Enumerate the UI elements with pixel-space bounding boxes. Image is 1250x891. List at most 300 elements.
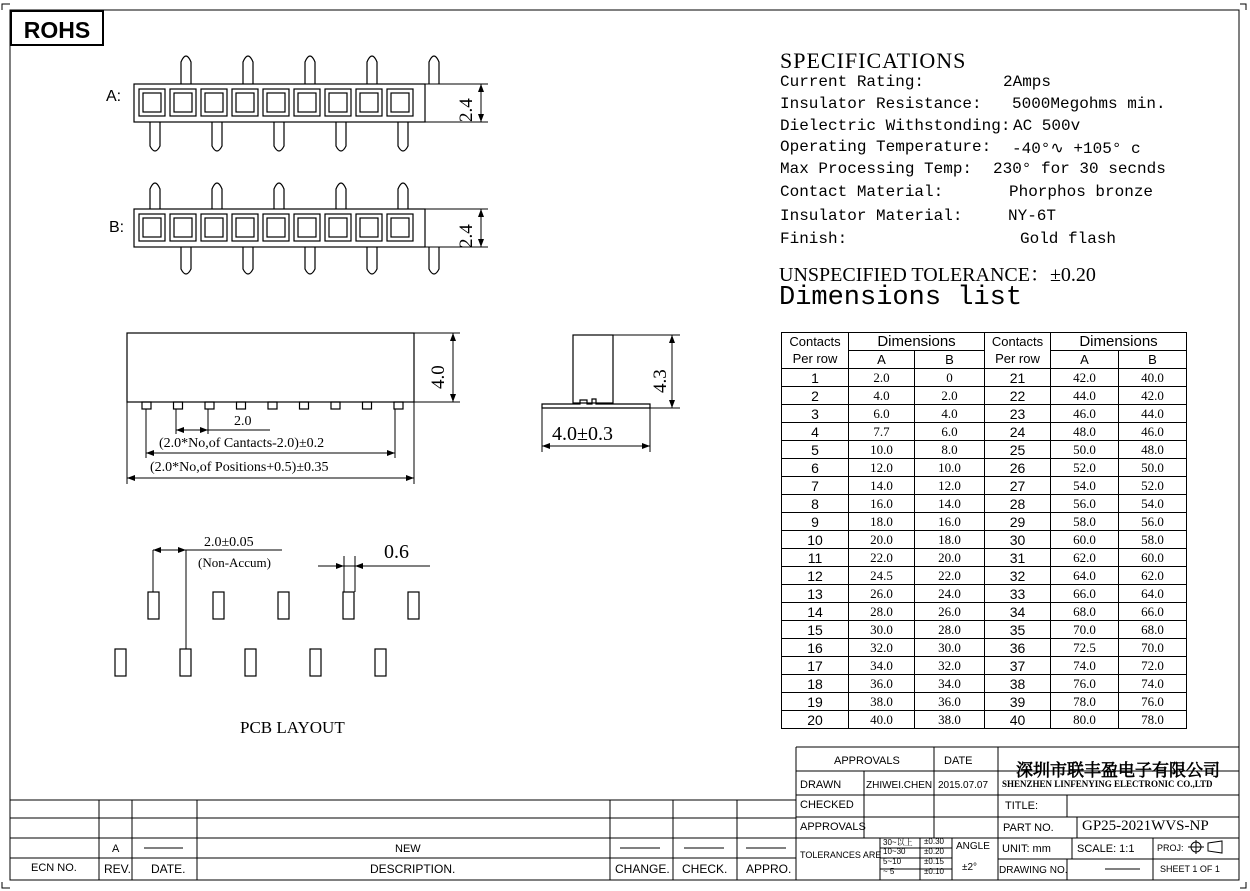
dim-contacts: 10 [782, 531, 849, 549]
front-pin [331, 402, 340, 409]
tol-value: ±0.10 [924, 867, 944, 876]
front-body [127, 333, 414, 402]
dim-b: 40.0 [1119, 369, 1187, 387]
dim-row [782, 657, 1187, 675]
front-pin [268, 402, 277, 409]
rev-desc: NEW [395, 843, 421, 855]
dim-b: 58.0 [1119, 531, 1187, 549]
dim-contacts: 7 [782, 477, 849, 495]
dim-b: 2.0 [915, 387, 985, 405]
dim-a: 56.0 [1051, 495, 1119, 513]
spec-label: Finish: [780, 230, 848, 248]
arrow [450, 394, 456, 402]
dim-a: 18.0 [849, 513, 915, 531]
dim-contacts: 34 [985, 603, 1051, 621]
pin-bottom [181, 247, 191, 274]
pcb-pad [343, 592, 354, 619]
contact-inner [236, 218, 254, 237]
dim-a: 62.0 [1051, 549, 1119, 567]
dim-contacts: 25 [985, 441, 1051, 459]
dim-b: 70.0 [1119, 639, 1187, 657]
pin-bottom [305, 247, 315, 274]
front-pin [205, 402, 214, 409]
th-contacts-right: Contacts [985, 333, 1051, 351]
rev-h-rev: REV. [104, 862, 131, 876]
dim-b: 36.0 [915, 693, 985, 711]
contact-inner [143, 93, 161, 112]
dim-row [782, 477, 1187, 495]
dim-contacts: 32 [985, 567, 1051, 585]
spec-value: NY-6T [1008, 207, 1057, 225]
pin-top [181, 56, 191, 84]
pin-bottom [274, 122, 284, 151]
arrow [153, 547, 161, 553]
tb-drawing-no: DRAWING NO. [999, 865, 1068, 876]
dim-a: 66.0 [1051, 585, 1119, 603]
dim-row [782, 513, 1187, 531]
spec-value: 2Amps [1003, 73, 1052, 91]
tb-part-value: GP25-2021WVS-NP [1082, 818, 1209, 834]
dim-contacts: 8 [782, 495, 849, 513]
dim-a: 38.0 [849, 693, 915, 711]
dim-contacts: 2 [782, 387, 849, 405]
dim-b: 34.0 [915, 675, 985, 693]
dim-b: 16.0 [915, 513, 985, 531]
spec-label: Max Processing Temp: [780, 160, 973, 178]
arrow [478, 84, 484, 92]
pcb-pad [278, 592, 289, 619]
pin-bottom [336, 122, 346, 151]
dim-b: 50.0 [1119, 459, 1187, 477]
rev-h-appro: APPRO. [746, 862, 792, 876]
dim-b: 46.0 [1119, 423, 1187, 441]
dim-row [782, 459, 1187, 477]
contact-inner [267, 218, 285, 237]
dim-contacts: 30 [985, 531, 1051, 549]
contact-inner [236, 93, 254, 112]
dim-a: 58.0 [1051, 513, 1119, 531]
arrow [355, 563, 363, 569]
dim-b: 48.0 [1119, 441, 1187, 459]
side-body [573, 335, 613, 403]
dim-contacts: 4 [782, 423, 849, 441]
spec-label: Insulator Resistance: [780, 95, 982, 113]
dim-b: 10.0 [915, 459, 985, 477]
company-name-en: SHENZHEN LINFENYING ELECTRONIC CO.,LTD [1002, 779, 1213, 789]
dim-a: 6.0 [849, 405, 915, 423]
dim-row [782, 441, 1187, 459]
arrow [669, 335, 675, 343]
tb-tolerances: TOLERANCES ARE [800, 850, 882, 860]
dim-contacts: 1 [782, 369, 849, 387]
side-width-label: 4.0±0.3 [552, 423, 613, 445]
dim-b: 22.0 [915, 567, 985, 585]
dim-contacts: 28 [985, 495, 1051, 513]
dim-a: 60.0 [1051, 531, 1119, 549]
th-b-left: B [915, 351, 985, 369]
unspecified-tolerance: UNSPECIFIED TOLERANCE：±0.20 [779, 264, 1096, 286]
contact-inner [360, 93, 378, 112]
dim-contacts: 35 [985, 621, 1051, 639]
contact-inner [298, 218, 316, 237]
front-pin [237, 402, 246, 409]
dim-b: 60.0 [1119, 549, 1187, 567]
dim-row [782, 585, 1187, 603]
dim-row [782, 387, 1187, 405]
dim-row [782, 675, 1187, 693]
pcb-pad [115, 649, 126, 676]
spec-label: Current Rating: [780, 73, 925, 91]
dim-b: 26.0 [915, 603, 985, 621]
dim-row [782, 549, 1187, 567]
spec-value: 230° for 30 secnds [993, 160, 1166, 178]
pin-top [274, 183, 284, 209]
height-label: 4.0 [428, 365, 449, 389]
dim-a: 30.0 [849, 621, 915, 639]
front-pin [363, 402, 372, 409]
pcb-title: PCB LAYOUT [240, 718, 345, 737]
tb-part-no: PART NO. [1003, 822, 1054, 834]
tb-sheet: SHEET 1 OF 1 [1160, 864, 1220, 874]
dim-row [782, 405, 1187, 423]
dim-a: 42.0 [1051, 369, 1119, 387]
th-perrow-right: Per row [985, 351, 1051, 369]
dim-a: 2.0 [849, 369, 915, 387]
dim-contacts: 13 [782, 585, 849, 603]
arrow [478, 239, 484, 247]
spec-label: Contact Material: [780, 183, 944, 201]
dim-contacts: 18 [782, 675, 849, 693]
dim-contacts: 11 [782, 549, 849, 567]
pin-bottom [398, 122, 408, 151]
dim-row [782, 423, 1187, 441]
dim-b: 64.0 [1119, 585, 1187, 603]
dim-contacts: 33 [985, 585, 1051, 603]
dim-row [782, 711, 1187, 729]
dim-b: 8.0 [915, 441, 985, 459]
contact-inner [391, 93, 409, 112]
arrow [387, 450, 395, 456]
rev-h-ecn: ECN NO. [31, 862, 77, 874]
dim-contacts: 31 [985, 549, 1051, 567]
dim-a: 7.7 [849, 423, 915, 441]
dimensions-table [781, 332, 1187, 729]
front-pin [394, 402, 403, 409]
pcb-pad [245, 649, 256, 676]
dim-a: 32.0 [849, 639, 915, 657]
dim-contacts: 14 [782, 603, 849, 621]
tb-unit: UNIT: mm [1002, 843, 1051, 855]
tb-approvals: APPROVALS [834, 755, 900, 767]
dim-a: 34.0 [849, 657, 915, 675]
tb-drawn-by: ZHIWEI.CHEN [866, 780, 933, 791]
pcb-pad [310, 649, 321, 676]
dim-row [782, 567, 1187, 585]
dim-b: 0 [915, 369, 985, 387]
dim-b: 44.0 [1119, 405, 1187, 423]
contact-inner [174, 218, 192, 237]
tol-value: ±0.30 [924, 837, 944, 846]
arrow [127, 475, 135, 481]
dim-b: 20.0 [915, 549, 985, 567]
dim-a-label: 2.4 [456, 98, 477, 122]
dim-a: 14.0 [849, 477, 915, 495]
dim-contacts: 39 [985, 693, 1051, 711]
dim-b: 14.0 [915, 495, 985, 513]
th-contacts-left: Contacts [782, 333, 849, 351]
dim-contacts: 9 [782, 513, 849, 531]
dim-b-label: 2.4 [456, 224, 477, 248]
rev-h-change: CHANGE. [615, 862, 670, 876]
dim-contacts: 37 [985, 657, 1051, 675]
pcb-pad [408, 592, 419, 619]
tol-value: ±0.20 [924, 847, 944, 856]
tol-range: 5~10 [883, 857, 902, 866]
arrow [478, 209, 484, 217]
pin-bottom [150, 122, 160, 151]
dim-b: 74.0 [1119, 675, 1187, 693]
dim-a: 50.0 [1051, 441, 1119, 459]
dim-b: 24.0 [915, 585, 985, 603]
dim-a: 52.0 [1051, 459, 1119, 477]
formula-contacts: (2.0*No,of Cantacts-2.0)±0.2 [159, 436, 325, 451]
dim-row [782, 621, 1187, 639]
tol-range: 30~以上 [883, 838, 913, 847]
dimensions-list-title: Dimensions list [779, 283, 1023, 313]
dim-b: 18.0 [915, 531, 985, 549]
pin-top [367, 56, 377, 84]
tol-range: 10~30 [883, 847, 906, 856]
projection-icon [1208, 841, 1222, 853]
dim-a: 72.5 [1051, 639, 1119, 657]
dim-b: 68.0 [1119, 621, 1187, 639]
contact-inner [143, 218, 161, 237]
pcb-pad [180, 649, 191, 676]
dim-row [782, 603, 1187, 621]
tb-angle-val: ±2° [962, 862, 978, 873]
dim-a: 4.0 [849, 387, 915, 405]
pin-bottom [212, 122, 222, 151]
view-a-label: A: [106, 88, 122, 105]
dim-b: 12.0 [915, 477, 985, 495]
company-name-cn: 深圳市联丰盈电子有限公司 [1016, 761, 1220, 780]
arrow [450, 333, 456, 341]
pin-top [398, 183, 408, 209]
dim-a: 80.0 [1051, 711, 1119, 729]
dim-b: 32.0 [915, 657, 985, 675]
arrow [406, 475, 414, 481]
dim-contacts: 6 [782, 459, 849, 477]
dim-b: 62.0 [1119, 567, 1187, 585]
dim-contacts: 3 [782, 405, 849, 423]
arrow [146, 450, 154, 456]
pcb-note: (Non-Accum) [198, 555, 271, 570]
dim-contacts: 5 [782, 441, 849, 459]
tb-title: TITLE: [1005, 800, 1039, 812]
spec-value: Phorphos bronze [1009, 183, 1154, 201]
tb-angle: ANGLE [956, 841, 990, 852]
dim-contacts: 17 [782, 657, 849, 675]
th-perrow-left: Per row [782, 351, 849, 369]
dim-b: 28.0 [915, 621, 985, 639]
arrow [642, 443, 650, 449]
dim-contacts: 21 [985, 369, 1051, 387]
front-pin [300, 402, 309, 409]
pin-bottom [243, 247, 253, 274]
dim-b: 72.0 [1119, 657, 1187, 675]
dim-a: 54.0 [1051, 477, 1119, 495]
pcb-pad [375, 649, 386, 676]
dim-b: 30.0 [915, 639, 985, 657]
pin-top [243, 56, 253, 84]
pin-bottom [429, 247, 439, 274]
dim-contacts: 20 [782, 711, 849, 729]
dim-contacts: 29 [985, 513, 1051, 531]
rev-value: A [112, 843, 120, 855]
dim-row [782, 693, 1187, 711]
dim-contacts: 15 [782, 621, 849, 639]
rev-h-date: DATE. [151, 862, 186, 876]
rev-h-desc: DESCRIPTION. [370, 862, 456, 876]
side-height-label: 4.3 [650, 369, 671, 393]
th-dimensions-left: Dimensions [849, 333, 985, 351]
th-a-left: A [849, 351, 915, 369]
dim-contacts: 16 [782, 639, 849, 657]
side-base [542, 399, 650, 408]
dim-a: 40.0 [849, 711, 915, 729]
pin-top [150, 183, 160, 209]
specs-title: SPECIFICATIONS [780, 48, 967, 73]
pin-bottom [367, 247, 377, 274]
dim-b: 42.0 [1119, 387, 1187, 405]
dim-a: 26.0 [849, 585, 915, 603]
tb-proj: PROJ: [1157, 843, 1184, 853]
dim-a: 20.0 [849, 531, 915, 549]
pin-top [305, 56, 315, 84]
th-dimensions-right: Dimensions [1051, 333, 1187, 351]
contact-inner [360, 218, 378, 237]
contact-inner [298, 93, 316, 112]
dim-a: 24.5 [849, 567, 915, 585]
pcb-pad [213, 592, 224, 619]
spec-value: AC 500v [1013, 117, 1081, 135]
spec-label: Dielectric Withstonding: [780, 117, 1011, 135]
arrow [478, 114, 484, 122]
dim-a: 78.0 [1051, 693, 1119, 711]
th-a-right: A [1051, 351, 1119, 369]
tb-date: DATE [944, 755, 973, 767]
spec-value: Gold flash [1020, 230, 1117, 248]
dim-contacts: 24 [985, 423, 1051, 441]
front-pin [174, 402, 183, 409]
dim-row [782, 531, 1187, 549]
dim-row [782, 495, 1187, 513]
tb-drawn-date: 2015.07.07 [938, 780, 989, 791]
dim-row [782, 639, 1187, 657]
dim-contacts: 40 [985, 711, 1051, 729]
pcb-pad-label: 0.6 [384, 541, 409, 563]
pcb-pad [148, 592, 159, 619]
dim-a: 76.0 [1051, 675, 1119, 693]
dim-b: 76.0 [1119, 693, 1187, 711]
arrow [542, 443, 550, 449]
dim-a: 10.0 [849, 441, 915, 459]
tol-range: ~ 5 [883, 867, 895, 876]
dim-a: 70.0 [1051, 621, 1119, 639]
contact-inner [329, 218, 347, 237]
pitch-label: 2.0 [234, 414, 252, 429]
pin-top [336, 183, 346, 209]
tol-value: ±0.15 [924, 857, 944, 866]
pin-top [212, 183, 222, 209]
dim-contacts: 36 [985, 639, 1051, 657]
tb-drawn: DRAWN [800, 779, 842, 791]
contact-inner [391, 218, 409, 237]
contact-inner [329, 93, 347, 112]
arrow [178, 547, 186, 553]
dim-contacts: 12 [782, 567, 849, 585]
tb-approvals2: APPROVALS [800, 821, 866, 833]
dim-contacts: 19 [782, 693, 849, 711]
pcb-pitch-label: 2.0±0.05 [204, 535, 254, 550]
dim-b: 54.0 [1119, 495, 1187, 513]
dim-a: 22.0 [849, 549, 915, 567]
th-b-right: B [1119, 351, 1187, 369]
dim-a: 44.0 [1051, 387, 1119, 405]
contact-inner [205, 93, 223, 112]
dim-contacts: 26 [985, 459, 1051, 477]
spec-label: Operating Temperature: [780, 138, 992, 156]
dim-contacts: 38 [985, 675, 1051, 693]
dim-b: 56.0 [1119, 513, 1187, 531]
arrow [336, 563, 344, 569]
dim-a: 74.0 [1051, 657, 1119, 675]
dim-a: 12.0 [849, 459, 915, 477]
view-b-label: B: [109, 219, 125, 236]
dim-b: 6.0 [915, 423, 985, 441]
tb-checked: CHECKED [800, 799, 854, 811]
arrow [669, 400, 675, 408]
dim-a: 64.0 [1051, 567, 1119, 585]
dim-contacts: 22 [985, 387, 1051, 405]
dim-b: 38.0 [915, 711, 985, 729]
dim-b: 66.0 [1119, 603, 1187, 621]
dim-b: 52.0 [1119, 477, 1187, 495]
dim-a: 46.0 [1051, 405, 1119, 423]
dim-a: 48.0 [1051, 423, 1119, 441]
dim-a: 16.0 [849, 495, 915, 513]
rev-h-check: CHECK. [682, 862, 728, 876]
dim-contacts: 23 [985, 405, 1051, 423]
contact-inner [174, 93, 192, 112]
arrow [200, 427, 208, 433]
formula-positions: (2.0*No,of Positions+0.5)±0.35 [150, 460, 329, 475]
dim-contacts: 27 [985, 477, 1051, 495]
dim-b: 78.0 [1119, 711, 1187, 729]
dim-row [782, 369, 1187, 387]
pin-top [429, 56, 439, 84]
dim-a: 68.0 [1051, 603, 1119, 621]
tb-scale: SCALE: 1:1 [1077, 843, 1135, 855]
rohs-mark: ROHS [10, 10, 104, 46]
arrow [176, 427, 184, 433]
dim-a: 36.0 [849, 675, 915, 693]
spec-value: -40°∿ +105° c [1012, 140, 1141, 158]
contact-inner [205, 218, 223, 237]
contact-inner [267, 93, 285, 112]
spec-label: Insulator Material: [780, 207, 963, 225]
front-pin [142, 402, 151, 409]
